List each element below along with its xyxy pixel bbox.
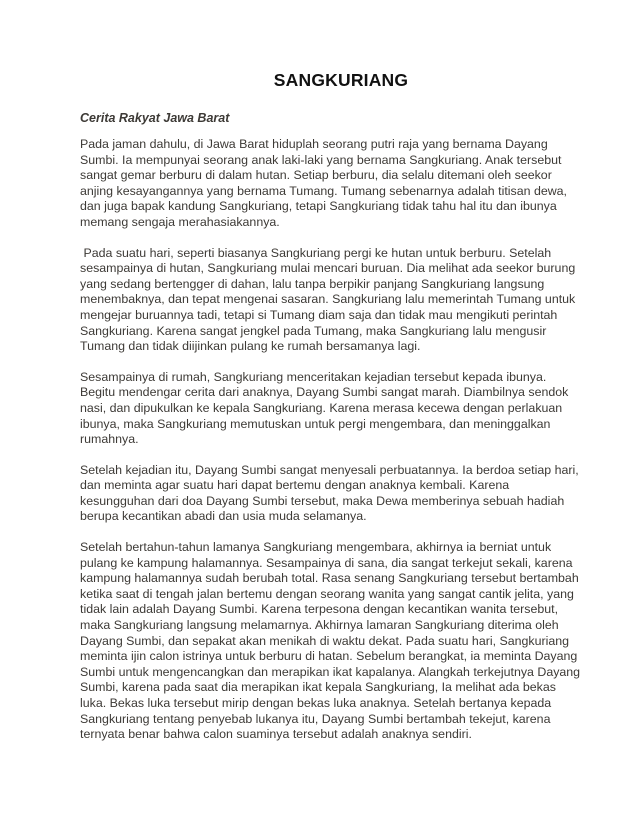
document-subtitle: Cerita Rakyat Jawa Barat — [80, 111, 230, 125]
paragraph-1: Pada jaman dahulu, di Jawa Barat hiduplah seorang putri raja yang bernama Dayang Sumbi. Ia mempunyai seorang anak laki-laki yang bernama Sangkuriang. Anak tersebut sangat gemar berburu di dalam hutan. Setiap berburu, dia selalu ditemani oleh seekor anjing kesayangannya yang bernama Tumang. Tumang sebenarnya adalah titisan dewa, dan juga bapak kandung Sangkuriang, tetapi Sangkuriang tidak tahu hal itu dan ibunya memang sengaja merahasiakannya. — [80, 137, 571, 229]
document-title: SANGKURIANG — [273, 70, 409, 90]
paragraph-3: Sesampainya di rumah, Sangkuriang menceritakan kejadian tersebut kepada ibunya. Begitu mendengar cerita dari anaknya, Dayang Sumbi sangat marah. Diambilnya sendok nasi, dan dipukulkan ke kepala Sangkuriang. Karena merasa kecewa dengan perlakuan ibunya, maka Sangkuriang memutuskan untuk pergi mengembara, dan meninggalkan rumahnya. — [80, 369, 572, 447]
paragraph-2: Pada suatu hari, seperti biasanya Sangkuriang pergi ke hutan untuk berburu. Setelah sesampainya di hutan, Sangkuriang mulai mencari buruan. Dia melihat ada seekor burung yang sedang bertengger di dahan, lalu tanpa berpikir panjang Sangkuriang langsung menembaknya, dan tepat mengenai sasaran. Sangkuriang lalu memerintah Tumang untuk mengejar buruannya tadi, tetapi si Tumang diam saja dan tidak mau mengikuti perintah Sangkuriang. Karena sangat jengkel pada Tumang, maka Sangkuriang lalu mengusir Tumang dan tidak diijinkan pulang ke rumah bersamanya lagi. — [80, 245, 579, 354]
paragraph-4: Setelah kejadian itu, Dayang Sumbi sangat menyesali perbuatannya. Ia berdoa setiap hari, dan meminta agar suatu hari dapat bertemu dengan anaknya kembali. Karena kesungguhan dari doa Dayang Sumbi tersebut, maka Dewa memberinya sebuah hadiah berupa kecantikan abadi dan usia muda selamanya. — [80, 462, 583, 524]
paragraph-5: Setelah bertahun-tahun lamanya Sangkuriang mengembara, akhirnya ia berniat untuk pulang ke kampung halamannya. Sesampainya di sana, dia sangat terkejut sekali, karena kampung halamannya sudah berubah total. Rasa senang Sangkuriang tersebut bertambah ketika saat di tengah jalan bertemu dengan seorang wanita yang sangat cantik jelita, yang tidak lain adalah Dayang Sumbi. Karena terpesona dengan kecantikan wanita tersebut, maka Sangkuriang langsung melamarnya. Akhirnya lamaran Sangkuriang diterima oleh Dayang Sumbi, dan sepakat akan menikah di waktu dekat. Pada suatu hari, Sangkuriang meminta ijin calon istrinya untuk berburu di hatan. Sebelum berangkat, ia meminta Dayang Sumbi untuk mengencangkan dan merapikan ikat kapalanya. Alangkah terkejutnya Dayang Sumbi, karena pada saat dia merapikan ikat kepala Sangkuriang, Ia melihat ada bekas luka. Bekas luka tersebut mirip dengan bekas luka anaknya. Setelah bertanya kepada Sangkuriang tentang penyebab lukanya itu, Dayang Sumbi bertambah tekejut, karena ternyata benar bahwa calon suaminya tersebut adalah anaknya sendiri. — [80, 540, 584, 742]
